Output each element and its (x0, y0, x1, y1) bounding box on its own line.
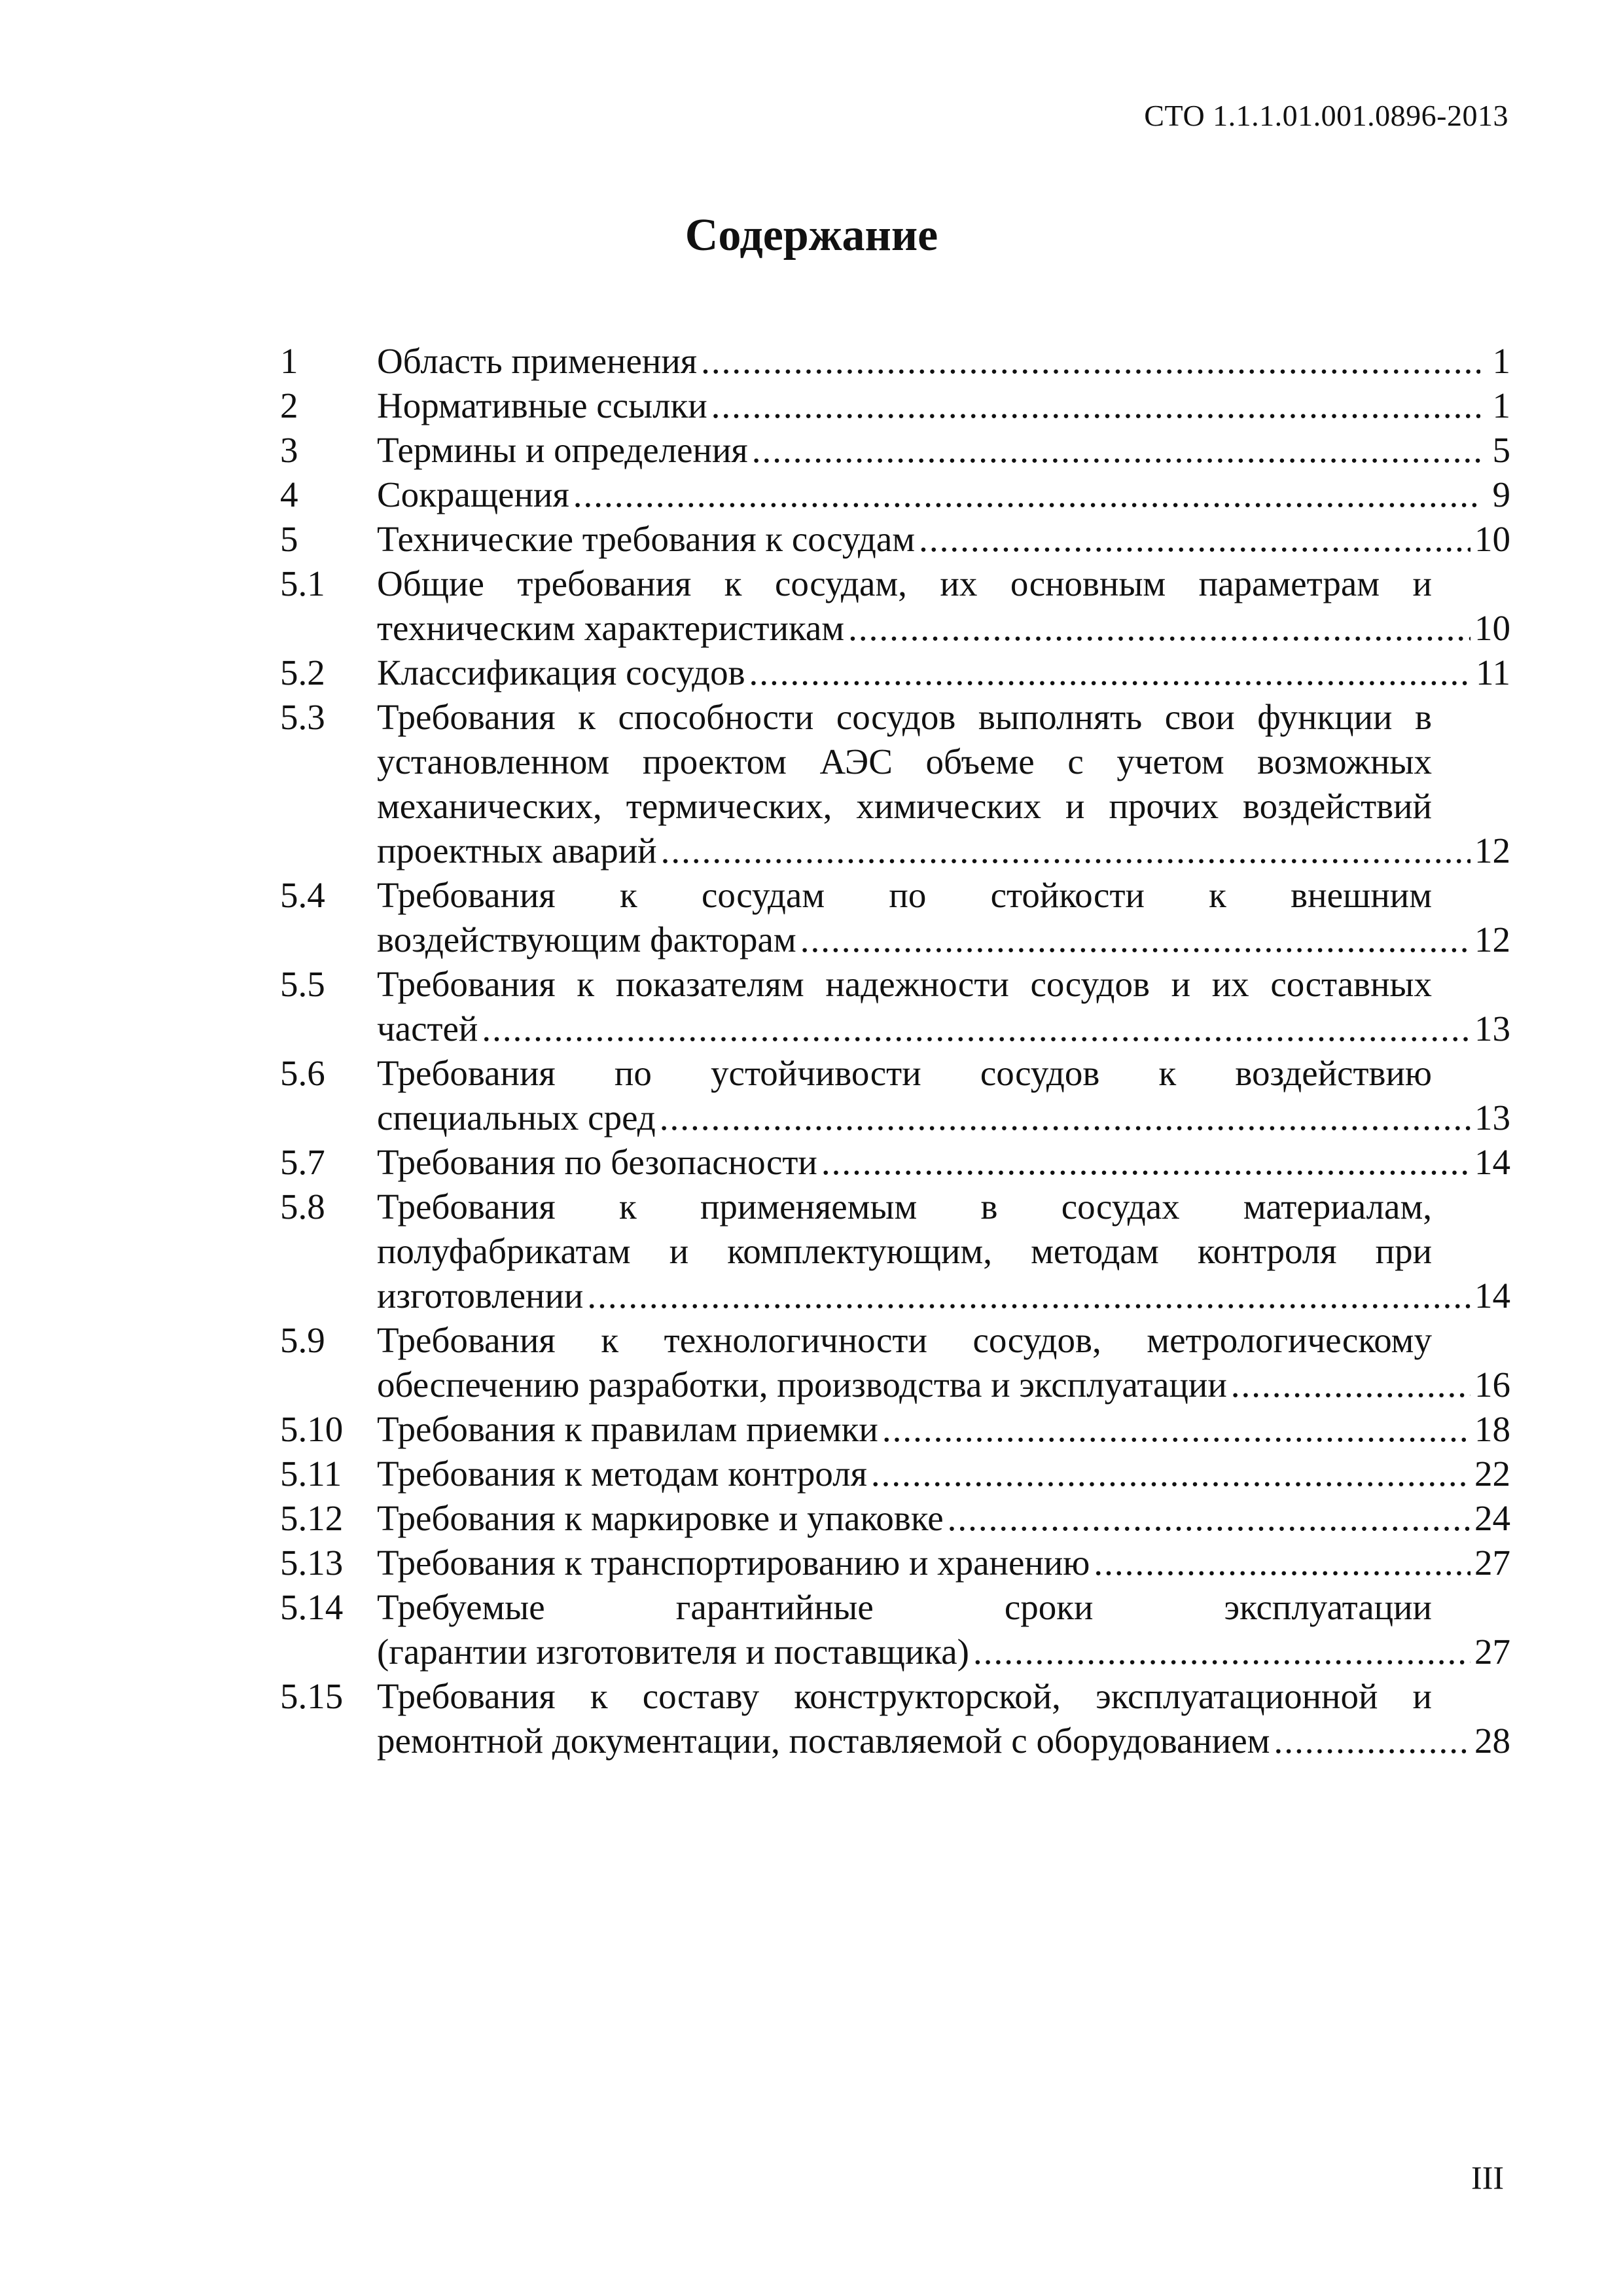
toc-entry[interactable] (280, 1541, 1510, 1585)
toc-entry-page: 11 (1476, 653, 1510, 692)
toc-entry-number: 5.8 (280, 1187, 325, 1227)
toc-entry-page: 12 (1474, 920, 1510, 960)
toc-entry-title: Общие требования к сосудам, их основным параметрам и (377, 564, 1432, 603)
dot-leader (482, 1007, 1471, 1051)
toc-entry-page: 28 (1474, 1721, 1510, 1761)
toc-entry-title: Термины и определения (377, 430, 748, 470)
toc-entry-number: 5.4 (280, 875, 325, 915)
toc-entry-title: Требования к транспортированию и хранению (377, 1543, 1090, 1583)
table-of-contents (280, 339, 1510, 1763)
toc-entry-title: воздействующим факторам (377, 920, 796, 960)
page-number: III (1471, 2159, 1504, 2196)
toc-entry-title: полуфабрикатам и комплектующим, методам контроля при (377, 1231, 1432, 1271)
toc-entry-title: Требования к применяемым в сосудах материалам, (377, 1187, 1432, 1227)
toc-entry-number: 5.12 (280, 1498, 344, 1538)
toc-entry-title: Требования по безопасности (377, 1142, 817, 1182)
dot-leader (919, 517, 1471, 562)
toc-entry-number: 5.15 (280, 1676, 344, 1716)
toc-entry-page: 27 (1474, 1632, 1510, 1672)
toc-entry-page: 14 (1474, 1276, 1510, 1316)
toc-entry-title: проектных аварий (377, 831, 657, 870)
toc-entry-number: 5.10 (280, 1409, 344, 1449)
toc-entry-title: установленном проектом АЭС объеме с учетом возможных (377, 742, 1432, 781)
toc-entry[interactable] (280, 473, 1510, 517)
toc-entry-title: Требования к технологичности сосудов, метрологическому (377, 1320, 1432, 1360)
toc-entry[interactable] (280, 562, 1510, 651)
toc-entry-number: 5.13 (280, 1543, 344, 1583)
toc-entry-number: 5.14 (280, 1587, 344, 1627)
toc-entry-title: ремонтной документации, поставляемой с оборудованием (377, 1721, 1270, 1761)
toc-entry[interactable] (280, 339, 1510, 384)
toc-entry[interactable] (280, 517, 1510, 562)
toc-entry-title: Технические требования к сосудам (377, 519, 916, 559)
toc-entry-title: Требования к составу конструкторской, эксплуатационной и (377, 1676, 1432, 1716)
toc-entry-title: техническим характеристикам (377, 608, 845, 648)
dot-leader (661, 829, 1471, 873)
dot-leader (749, 651, 1472, 695)
dot-leader (660, 1096, 1471, 1140)
toc-entry-page: 13 (1474, 1098, 1510, 1138)
toc-entry[interactable] (280, 1318, 1510, 1407)
toc-entry-title: Требования к маркировке и упаковке (377, 1498, 944, 1538)
dot-leader (1274, 1719, 1471, 1763)
toc-entry-page: 1 (1492, 386, 1510, 425)
toc-entry-title: частей (377, 1009, 478, 1049)
toc-entry-number: 5 (280, 519, 298, 559)
toc-entry[interactable] (280, 651, 1510, 695)
toc-entry-page: 10 (1474, 519, 1510, 559)
toc-entry[interactable] (280, 695, 1510, 873)
dot-leader (1231, 1363, 1471, 1407)
dot-leader (711, 384, 1480, 428)
toc-entry-number: 5.6 (280, 1053, 325, 1093)
toc-entry[interactable] (280, 1496, 1510, 1541)
toc-entry-title: обеспечению разработки, производства и эксплуатации (377, 1365, 1227, 1405)
toc-entry-number: 1 (280, 341, 298, 381)
toc-entry-number: 3 (280, 430, 298, 470)
dot-leader (848, 606, 1471, 651)
dot-leader (821, 1140, 1471, 1185)
dot-leader (701, 339, 1480, 384)
toc-entry-number: 5.7 (280, 1142, 325, 1182)
toc-entry-page: 16 (1474, 1365, 1510, 1405)
toc-entry-page: 27 (1474, 1543, 1510, 1583)
toc-entry-title: механических, термических, химических и прочих воздействий (377, 786, 1432, 826)
toc-entry-title: Область применения (377, 341, 698, 381)
toc-entry-page: 18 (1474, 1409, 1510, 1449)
toc-entry-title: Классификация сосудов (377, 653, 745, 692)
toc-entry[interactable] (280, 384, 1510, 428)
toc-entry-number: 5.5 (280, 964, 325, 1004)
dot-leader (1094, 1541, 1471, 1585)
toc-entry[interactable] (280, 1674, 1510, 1763)
toc-entry-number: 5.9 (280, 1320, 325, 1360)
toc-entry[interactable] (280, 1051, 1510, 1140)
toc-entry-page: 24 (1474, 1498, 1510, 1538)
toc-entry[interactable] (280, 962, 1510, 1051)
toc-entry-title: специальных сред (377, 1098, 656, 1138)
dot-leader (948, 1496, 1471, 1541)
toc-entry-page: 12 (1474, 831, 1510, 870)
dot-leader (800, 918, 1471, 962)
toc-entry-number: 5.1 (280, 564, 325, 603)
toc-entry-number: 2 (280, 386, 298, 425)
toc-entry[interactable] (280, 1140, 1510, 1185)
toc-entry-page: 1 (1492, 341, 1510, 381)
toc-entry-page: 14 (1474, 1142, 1510, 1182)
toc-entry-title: Требования к способности сосудов выполнять свои функции в (377, 697, 1432, 737)
toc-entry-number: 4 (280, 475, 298, 514)
toc-entry-title: Требуемые гарантийные сроки эксплуатации (377, 1587, 1432, 1627)
dot-leader (587, 1274, 1471, 1318)
toc-entry[interactable] (280, 1185, 1510, 1318)
toc-entry-number: 5.2 (280, 653, 325, 692)
toc-entry[interactable] (280, 1452, 1510, 1496)
toc-entry-title: Требования по устойчивости сосудов к воздействию (377, 1053, 1432, 1093)
toc-entry[interactable] (280, 1407, 1510, 1452)
page-title: Содержание (685, 210, 938, 260)
dot-leader (882, 1407, 1471, 1452)
toc-entry-title: Сокращения (377, 475, 569, 514)
toc-entry-page: 13 (1474, 1009, 1510, 1049)
toc-entry-title: изготовлении (377, 1276, 584, 1316)
toc-entry-title: Требования к методам контроля (377, 1454, 867, 1494)
toc-entry-title: Требования к сосудам по стойкости к внешним (377, 875, 1432, 915)
dot-leader (871, 1452, 1471, 1496)
toc-entry-page: 9 (1492, 475, 1510, 514)
toc-entry-title: Требования к показателям надежности сосудов и их составных (377, 964, 1432, 1004)
toc-entry-title: Требования к правилам приемки (377, 1409, 878, 1449)
toc-entry-page: 22 (1474, 1454, 1510, 1494)
dot-leader (973, 1630, 1471, 1674)
toc-entry-page: 5 (1492, 430, 1510, 470)
toc-entry-number: 5.3 (280, 697, 325, 737)
toc-entry[interactable] (280, 428, 1510, 473)
dot-leader (752, 428, 1480, 473)
toc-entry[interactable] (280, 873, 1510, 962)
toc-entry-title: Нормативные ссылки (377, 386, 707, 425)
toc-entry-title: (гарантии изготовителя и поставщика) (377, 1632, 969, 1672)
document-code: СТО 1.1.1.01.001.0896-2013 (1144, 99, 1508, 132)
dot-leader (573, 473, 1480, 517)
toc-entry[interactable] (280, 1585, 1510, 1674)
toc-entry-number: 5.11 (280, 1454, 342, 1494)
toc-entry-page: 10 (1474, 608, 1510, 648)
